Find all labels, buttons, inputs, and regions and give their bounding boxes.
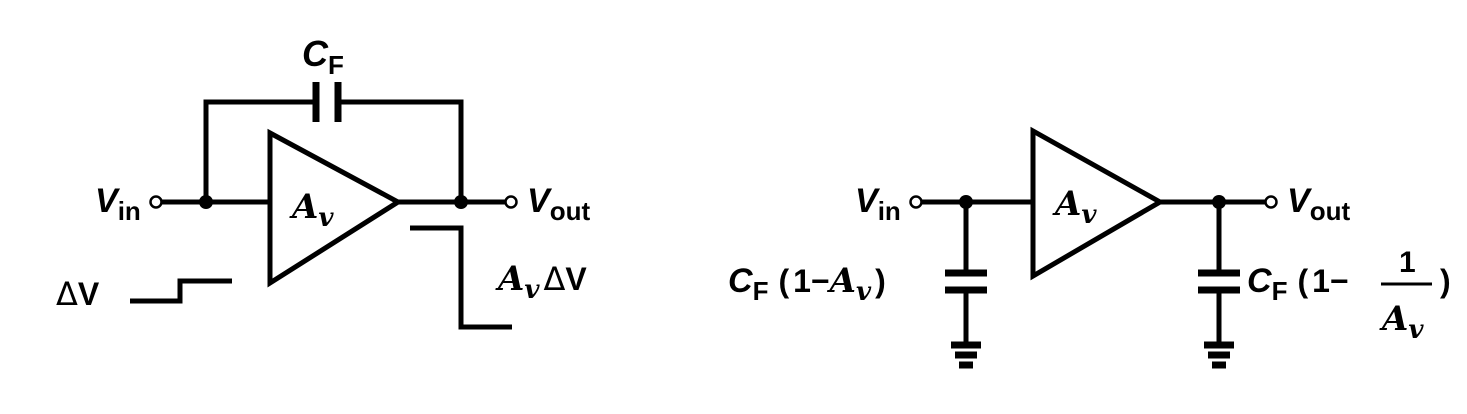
svg-text:CF(1−: CF ( 1−	[1247, 262, 1349, 306]
left-input-terminal	[151, 197, 162, 208]
feedback-cap-label: CF	[302, 33, 344, 80]
left-vout-label: Vout	[527, 182, 591, 226]
right-vout-label: Vout	[1287, 182, 1351, 226]
fraction-denominator: Av	[1382, 299, 1424, 345]
left-circuit	[56, 33, 590, 327]
input-step-waveform	[130, 281, 232, 301]
left-amplifier	[270, 133, 398, 283]
output-miller-cap-label	[1247, 246, 1451, 345]
left-amp-gain-label: Av	[292, 187, 334, 233]
left-output-terminal	[506, 197, 517, 208]
right-input-terminal	[911, 197, 922, 208]
right-amplifier	[1033, 131, 1160, 276]
input-ground-symbol	[951, 345, 981, 365]
right-amp-gain-label: Av	[1055, 184, 1097, 230]
right-output-junction	[1212, 195, 1226, 209]
left-vin-label: Vin	[95, 182, 141, 226]
input-miller-cap-label: CF ( 1−Av )	[728, 261, 886, 307]
right-output-terminal	[1266, 197, 1277, 208]
right-input-junction	[959, 195, 973, 209]
left-output-junction	[454, 195, 468, 209]
output-step-label: Av ΔV	[498, 259, 587, 305]
fraction-numerator: 1	[1399, 246, 1416, 279]
right-vin-label: Vin	[855, 182, 901, 226]
output-ground-symbol	[1204, 345, 1234, 365]
closing-paren: )	[1440, 263, 1451, 299]
input-step-label: ΔV	[56, 275, 100, 313]
right-circuit	[728, 131, 1451, 365]
left-input-junction	[199, 195, 213, 209]
output-step-waveform	[410, 228, 512, 327]
